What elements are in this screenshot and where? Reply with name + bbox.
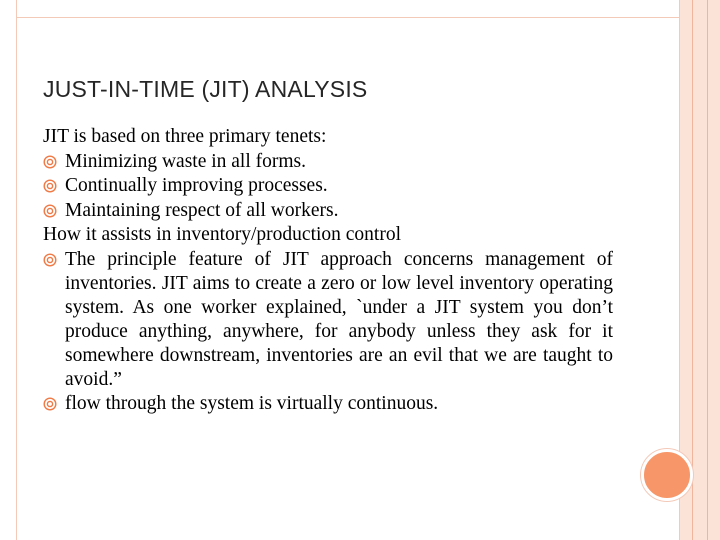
target-bullet-icon: [43, 155, 57, 169]
target-bullet-icon: [43, 204, 57, 218]
tenet-item: [43, 150, 613, 174]
tenet-text: Minimizing waste in all forms.: [65, 150, 307, 172]
target-bullet-icon: [43, 397, 57, 411]
tenet-item: [43, 199, 613, 223]
right-decorative-line: [707, 0, 708, 540]
intro-text: JIT is based on three primary tenets:: [43, 126, 327, 147]
point-text: The principle feature of JIT approach concerns management of inventories. JIT aims to create a zero or low level inventory operating system. As one worker explained, `under a JIT system you don’t produce anything, anywhere, for anybody unless they ask for it somewhere downstream, inventories are an evil that we are taught to avoid.”: [65, 248, 613, 390]
subheading-text: How it assists in inventory/production control: [43, 224, 402, 245]
point-item: [43, 392, 613, 416]
slide-title: JUST-IN-TIME (JIT) ANALYSIS: [43, 76, 368, 102]
point-item: [43, 248, 613, 392]
tenet-text: Maintaining respect of all workers.: [65, 199, 339, 221]
tenet-text: Continually improving processes.: [65, 175, 328, 196]
target-bullet-icon: [43, 253, 57, 267]
right-decorative-line: [692, 0, 693, 540]
slide-frame-top: [16, 0, 680, 18]
tenet-item: [43, 174, 613, 198]
slide-body: [43, 125, 613, 417]
point-text: flow through the system is virtually continuous.: [65, 393, 439, 414]
target-bullet-icon: [43, 179, 57, 193]
decorative-circle: [641, 449, 693, 501]
